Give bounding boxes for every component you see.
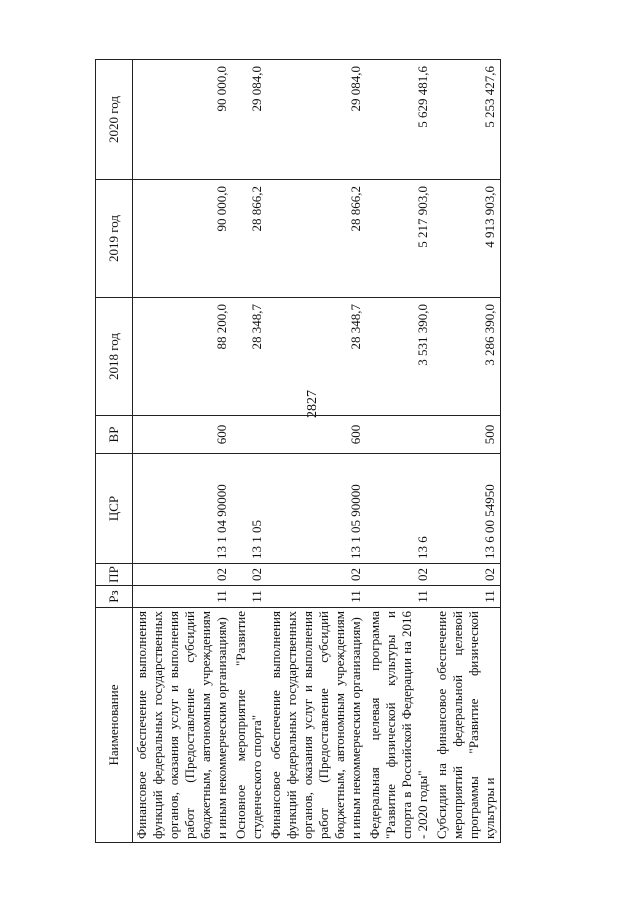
row-2020: 5 629 481,6 bbox=[366, 60, 433, 180]
header-name: Наименование bbox=[96, 608, 133, 843]
row-name: Основное мероприятие "Развитие студенческого спорта" bbox=[232, 608, 267, 843]
row-2019: 90 000,0 bbox=[133, 180, 233, 298]
row-2019: 4 913 903,0 bbox=[433, 180, 501, 298]
row-pr: 02 bbox=[133, 564, 233, 586]
row-2018: 3 531 390,0 bbox=[366, 298, 433, 416]
row-2020: 29 084,0 bbox=[232, 60, 267, 180]
row-csr: 13 1 05 bbox=[232, 454, 267, 564]
row-2018: 28 348,7 bbox=[232, 298, 267, 416]
row-vr bbox=[366, 416, 433, 454]
row-rz: 11 bbox=[232, 586, 267, 608]
table-row bbox=[232, 60, 267, 843]
table-row bbox=[133, 60, 233, 843]
row-vr bbox=[232, 416, 267, 454]
row-2018: 3 286 390,0 bbox=[433, 298, 501, 416]
row-csr: 13 6 00 54950 bbox=[433, 454, 501, 564]
row-2018: 88 200,0 bbox=[133, 298, 233, 416]
row-pr: 02 bbox=[433, 564, 501, 586]
row-csr: 13 1 05 90000 bbox=[267, 454, 366, 564]
row-rz: 11 bbox=[267, 586, 366, 608]
row-pr: 02 bbox=[232, 564, 267, 586]
header-2019: 2019 год bbox=[96, 180, 133, 298]
header-rz: Рз bbox=[96, 586, 133, 608]
row-2019: 5 217 903,0 bbox=[366, 180, 433, 298]
row-2020: 90 000,0 bbox=[133, 60, 233, 180]
budget-table bbox=[95, 59, 501, 843]
row-vr: 600 bbox=[267, 416, 366, 454]
page-number: 2827 bbox=[305, 390, 320, 418]
budget-table-wrapper bbox=[95, 60, 595, 843]
row-2019: 28 866,2 bbox=[232, 180, 267, 298]
row-name: Субсидии на финансовое обеспечение мероприятий федеральной целевой программы "Развитие физической культуры и bbox=[433, 608, 501, 843]
row-pr: 02 bbox=[366, 564, 433, 586]
row-2020: 5 253 427,6 bbox=[433, 60, 501, 180]
row-name: Финансовое обеспечение выполнения функций федеральных государственных органов, оказания услуг и выполнения работ (Предоставление субсидий бюджетным, автономным учреждениям и иным некоммерческим организациям) bbox=[267, 608, 366, 843]
row-csr: 13 6 bbox=[366, 454, 433, 564]
header-2018: 2018 год bbox=[96, 298, 133, 416]
row-2018: 28 348,7 bbox=[267, 298, 366, 416]
row-csr: 13 1 04 90000 bbox=[133, 454, 233, 564]
row-2019: 28 866,2 bbox=[267, 180, 366, 298]
header-csr: ЦСР bbox=[96, 454, 133, 564]
table-row bbox=[366, 60, 433, 843]
row-name: Финансовое обеспечение выполнения функций федеральных государственных органов, оказания услуг и выполнения работ (Предоставление субсидий бюджетным, автономным учреждениям и иным некоммерческим организациям) bbox=[133, 608, 233, 843]
row-2020: 29 084,0 bbox=[267, 60, 366, 180]
row-rz: 11 bbox=[366, 586, 433, 608]
row-name: Федеральная целевая программа "Развитие физической культуры и спорта в Российской Федерации на 2016 - 2020 годы" bbox=[366, 608, 433, 843]
table-row bbox=[433, 60, 501, 843]
header-pr: ПР bbox=[96, 564, 133, 586]
row-rz: 11 bbox=[433, 586, 501, 608]
table-header-row bbox=[96, 60, 133, 843]
row-vr: 600 bbox=[133, 416, 233, 454]
header-2020: 2020 год bbox=[96, 60, 133, 180]
row-pr: 02 bbox=[267, 564, 366, 586]
row-rz: 11 bbox=[133, 586, 233, 608]
header-vr: ВР bbox=[96, 416, 133, 454]
table-row bbox=[267, 60, 366, 843]
row-vr: 500 bbox=[433, 416, 501, 454]
